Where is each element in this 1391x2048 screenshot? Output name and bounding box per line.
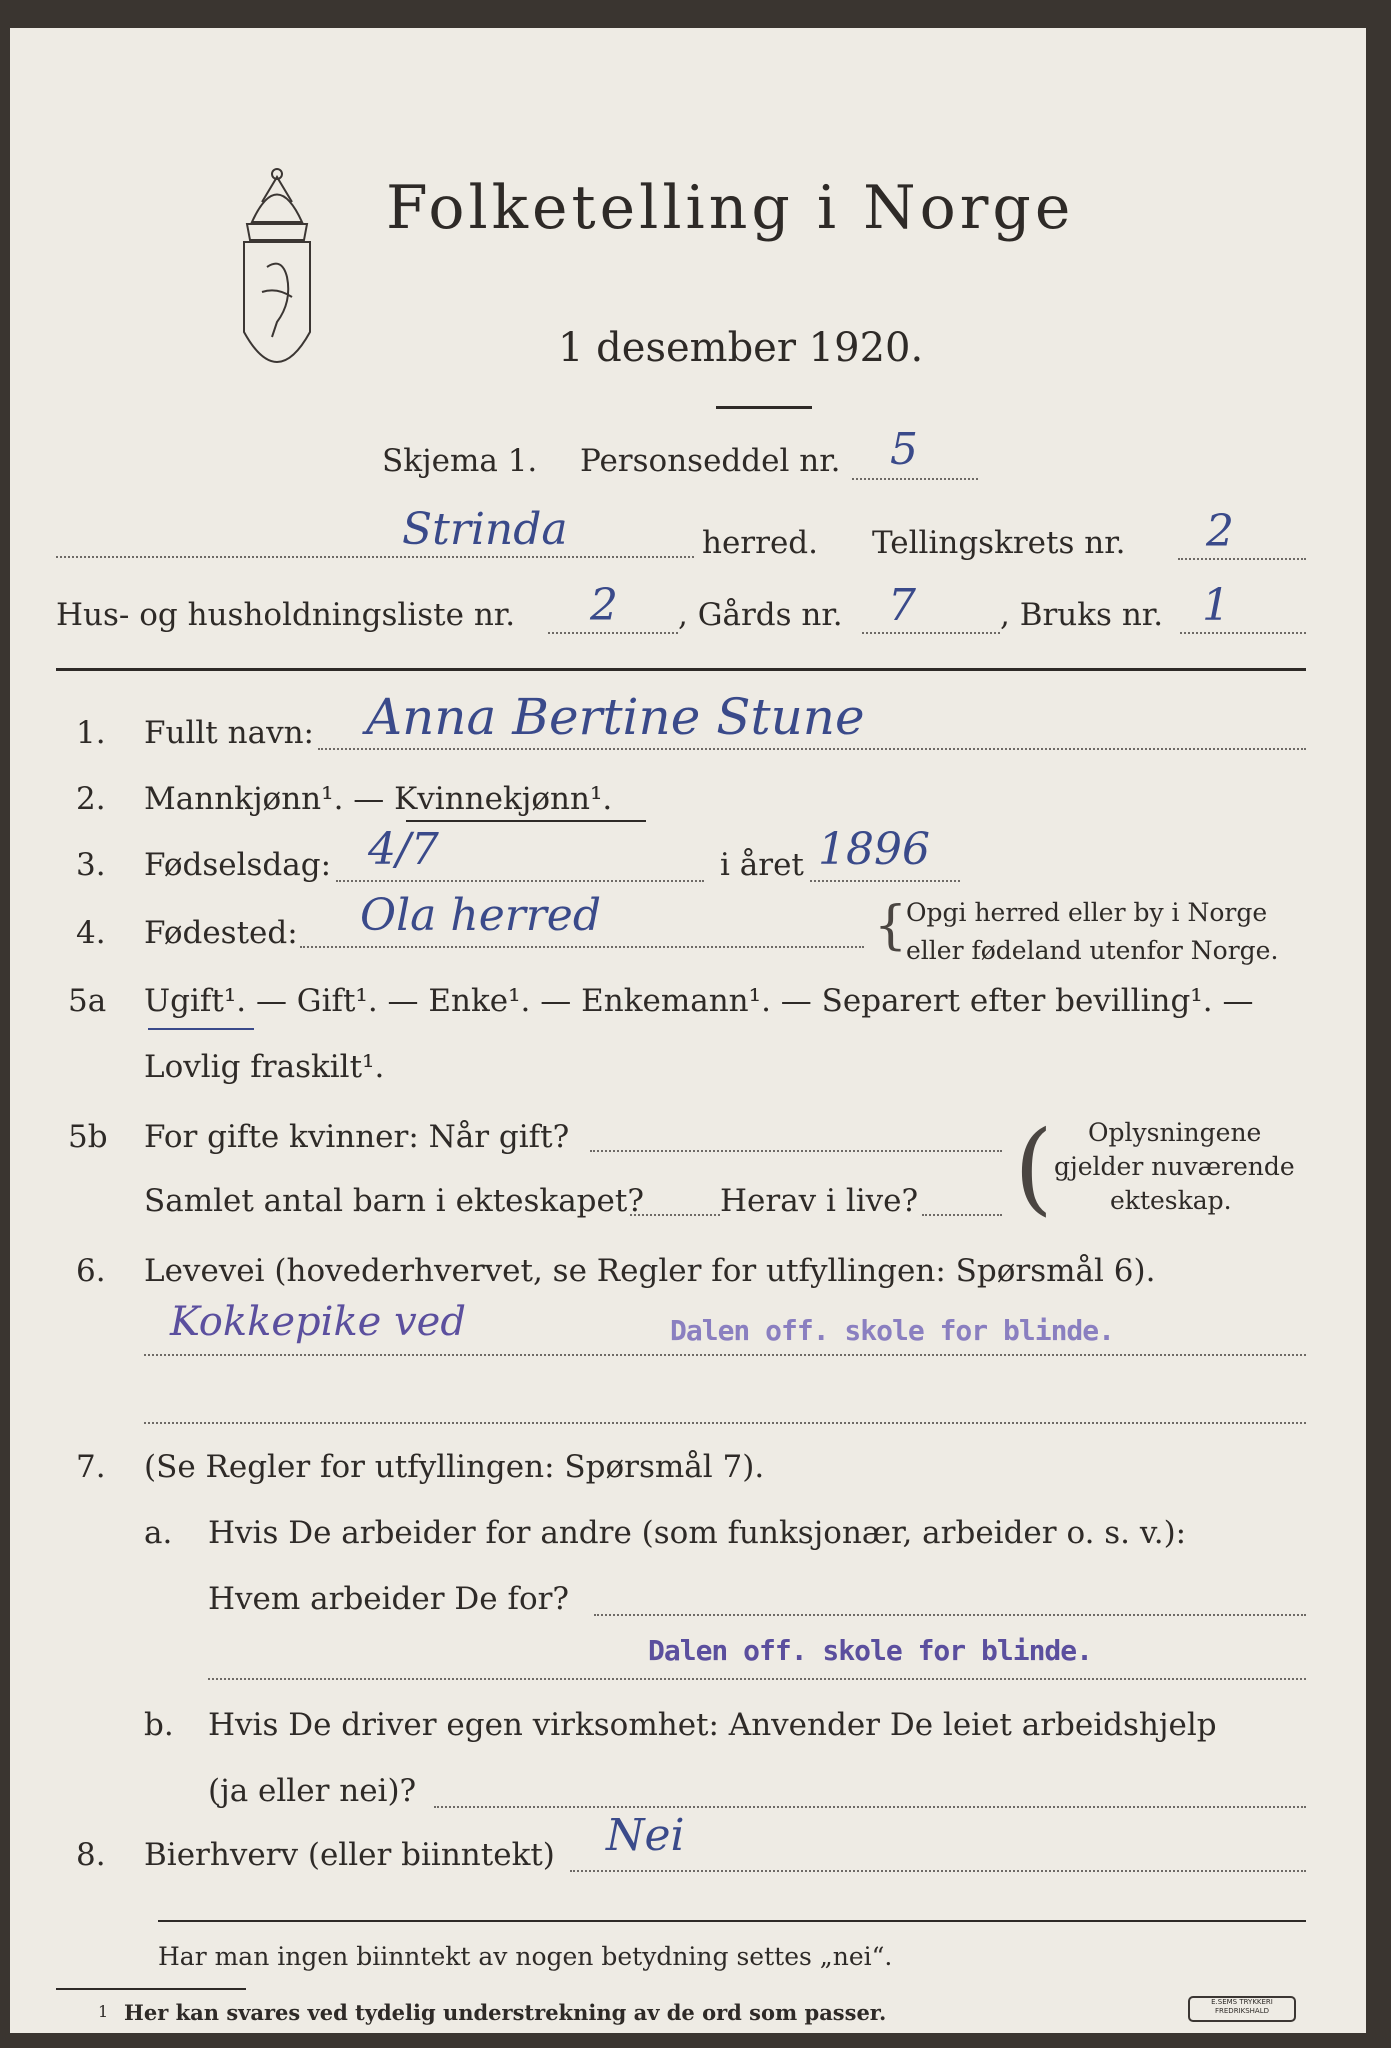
personseddel-line bbox=[852, 478, 978, 480]
footnote-divider bbox=[56, 1988, 246, 1990]
q1-number: 1. bbox=[76, 715, 106, 751]
q2-number: 2. bbox=[76, 781, 106, 817]
q8-value: Nei bbox=[606, 1810, 685, 1861]
q5b-note-2: gjelder nuværende bbox=[1054, 1152, 1295, 1181]
coat-of-arms-icon bbox=[232, 162, 322, 392]
q1-line bbox=[318, 748, 1306, 750]
husliste-label: Hus- og husholdningsliste nr. bbox=[56, 597, 516, 633]
q8-label: Bierhverv (eller biinntekt) bbox=[144, 1837, 555, 1873]
gards-value: 7 bbox=[888, 580, 916, 631]
q5b-label-2: Samlet antal barn i ekteskapet? bbox=[144, 1183, 644, 1219]
tellingskrets-value: 2 bbox=[1206, 506, 1234, 557]
q5b-number: 5b bbox=[68, 1119, 108, 1155]
q3-value: 4/7 bbox=[368, 824, 439, 875]
q2-label: Mannkjønn¹. — Kvinnekjønn¹. bbox=[144, 781, 613, 817]
bruks-label: , Bruks nr. bbox=[1000, 597, 1164, 633]
personseddel-value: 5 bbox=[890, 424, 918, 475]
footer-note: Har man ingen biinntekt av nogen betydning settes „nei“. bbox=[158, 1942, 893, 1971]
q7a-line-2: Hvem arbeider De for? bbox=[208, 1581, 570, 1617]
q8-number: 8. bbox=[76, 1837, 106, 1873]
q6-line-2 bbox=[144, 1422, 1306, 1424]
q5a-options-cont: Lovlig fraskilt¹. bbox=[144, 1049, 385, 1085]
q5b-line-2 bbox=[630, 1214, 720, 1216]
herred-label: herred. bbox=[702, 525, 818, 561]
q5b-label-1: For gifte kvinner: Når gift? bbox=[144, 1119, 570, 1155]
q1-label: Fullt navn: bbox=[144, 715, 314, 751]
husliste-value: 2 bbox=[590, 580, 618, 631]
q4-value: Ola herred bbox=[360, 890, 602, 941]
q5b-brace: ( bbox=[1014, 1109, 1054, 1226]
q2-underline bbox=[406, 820, 646, 822]
bruks-value: 1 bbox=[1202, 580, 1230, 631]
q5a-underline bbox=[148, 1028, 254, 1030]
bottom-divider bbox=[158, 1920, 1306, 1922]
printer-mark-text: E.SEMS TRYKKERI FREDRIKSHALD bbox=[1211, 1998, 1273, 2015]
q4-line bbox=[300, 946, 864, 948]
q8-line bbox=[570, 1870, 1306, 1872]
tellingskrets-label: Tellingskrets nr. bbox=[872, 525, 1126, 561]
footnote-text: Her kan svares ved tydelig understrekning av de ord som passer. bbox=[124, 2000, 887, 2025]
section-divider bbox=[56, 668, 1306, 671]
q7a-line-1: Hvis De arbeider for andre (som funksjonær, arbeider o. s. v.): bbox=[208, 1515, 1187, 1551]
bruks-line bbox=[1180, 632, 1306, 634]
q3-year-value: 1896 bbox=[818, 824, 930, 875]
form-title: Folketelling i Norge bbox=[386, 173, 1075, 243]
q4-note-2: eller fødeland utenfor Norge. bbox=[906, 936, 1279, 965]
q3-number: 3. bbox=[76, 847, 106, 883]
gards-label: , Gårds nr. bbox=[678, 597, 843, 633]
q6-stamp: Dalen off. skole for blinde. bbox=[670, 1314, 1115, 1347]
q7b-line-2: (ja eller nei)? bbox=[208, 1773, 417, 1809]
q6-line-1 bbox=[144, 1354, 1306, 1356]
schema-label: Skjema 1. bbox=[382, 443, 538, 479]
q3-label: Fødselsdag: bbox=[144, 847, 332, 883]
q7a-answer-line bbox=[594, 1614, 1306, 1616]
q3-year-label: i året bbox=[720, 847, 804, 883]
q7a-letter: a. bbox=[144, 1515, 173, 1551]
q6-number: 6. bbox=[76, 1253, 106, 1289]
tellingskrets-line bbox=[1178, 558, 1306, 560]
q4-brace: { bbox=[874, 896, 908, 956]
q6-value: Kokkepike ved bbox=[170, 1299, 466, 1345]
q5a-number: 5a bbox=[68, 983, 107, 1019]
q6-label: Levevei (hovederhvervet, se Regler for utfyllingen: Spørsmål 6). bbox=[144, 1253, 1156, 1289]
q3-line bbox=[336, 880, 704, 882]
q7-number: 7. bbox=[76, 1449, 106, 1485]
q5a-options: Ugift¹. — Gift¹. — Enke¹. — Enkemann¹. — Separert efter bevilling¹. — bbox=[144, 983, 1254, 1019]
q4-label: Fødested: bbox=[144, 915, 298, 951]
q3-year-line bbox=[810, 880, 960, 882]
q7b-letter: b. bbox=[144, 1707, 174, 1743]
q5b-label-3: Herav i live? bbox=[720, 1183, 919, 1219]
census-date: 1 desember 1920. bbox=[558, 325, 924, 371]
q5b-note-1: Oplysningene bbox=[1088, 1118, 1262, 1147]
census-form-sheet bbox=[10, 28, 1366, 2033]
herred-value: Strinda bbox=[402, 504, 568, 555]
q7-label: (Se Regler for utfyllingen: Spørsmål 7). bbox=[144, 1449, 765, 1485]
q5b-line-1 bbox=[590, 1150, 1002, 1152]
title-divider bbox=[716, 406, 812, 409]
q4-number: 4. bbox=[76, 915, 106, 951]
q7a-stamp: Dalen off. skole for blinde. bbox=[648, 1634, 1093, 1667]
husliste-line bbox=[548, 632, 678, 634]
q5b-note-3: ekteskap. bbox=[1110, 1186, 1232, 1215]
q7b-answer-line bbox=[434, 1806, 1306, 1808]
q5b-line-3 bbox=[922, 1214, 1002, 1216]
q1-value: Anna Bertine Stune bbox=[366, 688, 865, 746]
personseddel-label: Personseddel nr. bbox=[580, 443, 841, 479]
q7a-answer-line-2 bbox=[208, 1678, 1306, 1680]
printer-mark bbox=[1188, 1996, 1296, 2022]
q7b-line-1: Hvis De driver egen virksomhet: Anvender De leiet arbeidshjelp bbox=[208, 1707, 1217, 1743]
q4-note-1: Opgi herred eller by i Norge bbox=[906, 898, 1268, 927]
footnote-mark: 1 bbox=[98, 2002, 109, 2021]
gards-line bbox=[862, 632, 1000, 634]
herred-line bbox=[56, 556, 694, 558]
